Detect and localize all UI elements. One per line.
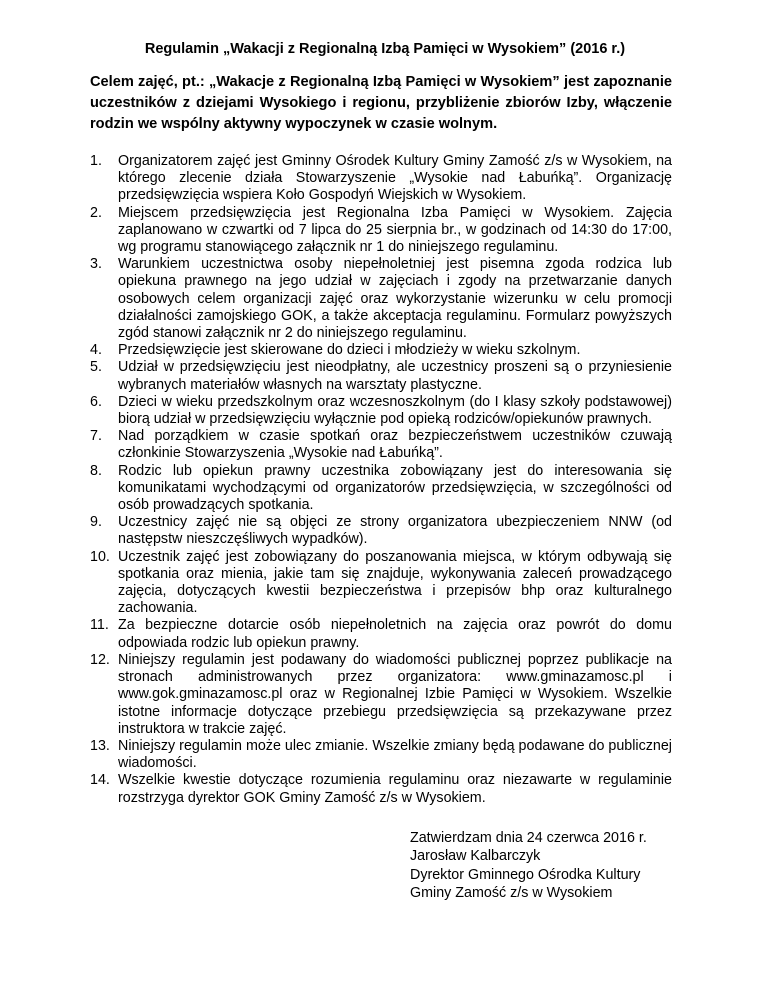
document-title: Regulamin „Wakacji z Regionalną Izbą Pamięci w Wysokiem” (2016 r.) — [144, 41, 626, 57]
rules-list — [90, 153, 672, 807]
rule-item — [90, 514, 672, 548]
rule-item — [90, 394, 672, 428]
rule-item — [90, 428, 672, 462]
rule-number: 6. — [90, 393, 102, 410]
intro-paragraph: Celem zajęć, pt.: „Wakacje z Regionalną Izbą Pamięci w Wysokiem” jest zapoznanie uczestników z dziejami Wysokiego i regionu, przybliżenie zbiorów Izby, włączenie rodzin we wspólny aktywny wypoczynek w czasie wolnym. — [90, 74, 672, 132]
rule-number: 11. — [90, 617, 109, 634]
rule-number: 7. — [90, 428, 102, 445]
rule-number: 12. — [90, 651, 110, 668]
rule-item — [90, 342, 672, 359]
signatory-name: Jarosław Kalbarczyk — [410, 848, 541, 865]
rule-text: Przedsięwzięcie jest skierowane do dzieci i młodzieży w wieku szkolnym. — [118, 342, 581, 359]
signature-block — [410, 829, 672, 903]
rule-text: Warunkiem uczestnictwa osoby niepełnoletniej jest pisemna zgoda rodzica lub opiekuna prawnego na jego udział w zajęciach i zgody na przetwarzanie danych osobowych celem organizacji zajęć oraz wykorzystanie wizerunku w celu promocji działalności zamojskiego GOK, a także akceptacja regulaminu. Formularz powyższych zgód stanowi załącznik nr 2 do niniejszego regulaminu. — [118, 256, 672, 342]
approval-line: Zatwierdzam dnia 24 czerwca 2016 r. — [410, 829, 647, 846]
rule-text: Uczestnicy zajęć nie są objęci ze strony organizatora ubezpieczeniem NNW (od następstw nieszczęśliwych wypadków). — [118, 514, 672, 548]
rule-number: 4. — [90, 342, 102, 359]
rule-item — [90, 153, 672, 205]
rule-number: 5. — [90, 359, 102, 376]
rule-text: Uczestnik zajęć jest zobowiązany do poszanowania miejsca, w którym odbywają się spotkania oraz mienia, jakie tam się znajduje, wykonywania zaleceń prowadzącego zajęcia, dotyczących kwestii bezpieczeństwa i przepisów bhp oraz kulturalnego zachowania. — [118, 548, 672, 617]
rule-text: Rodzic lub opiekun prawny uczestnika zobowiązany jest do interesowania się komunikatami wychodzącymi od organizatorów przedsięwzięcia, w szczególności od osób prowadzących spotkania. — [118, 462, 672, 514]
rule-text: Udział w przedsięwzięciu jest nieodpłatny, ale uczestnicy proszeni są o przyniesienie wybranych materiałów własnych na warsztaty plastyczne. — [118, 359, 672, 393]
rule-number: 9. — [90, 514, 102, 531]
rule-item — [90, 772, 672, 806]
rule-item — [90, 256, 672, 342]
rule-number: 14. — [90, 772, 110, 789]
rule-text: Niniejszy regulamin jest podawany do wiadomości publicznej poprzez publikacje na stronach administrowanych przez organizatora: www.gminazamosc.pl i www.gok.gminazamosc.pl oraz w Regionalnej Izbie Pamięci w Wysokiem. Wszelkie istotne informacje dotyczące przebiegu przedsięwzięcia są przekazywane przez instruktora w trakcie zajęć. — [118, 651, 672, 737]
rule-item — [90, 463, 672, 515]
rule-text: Organizatorem zajęć jest Gminny Ośrodek Kultury Gminy Zamość z/s w Wysokiem, na którego zlecenie działa Stowarzyszenie „Wysokie nad Łabuńką”. Organizację przedsięwzięcia wspiera Koło Gospodyń Wiejskich w Wysokiem. — [118, 153, 672, 204]
rule-text: Niniejszy regulamin może ulec zmianie. Wszelkie zmiany będą podawane do publicznej wiadomości. — [118, 737, 672, 772]
rule-item — [90, 205, 672, 257]
rule-text: Za bezpieczne dotarcie osób niepełnoletnich na zajęcia oraz powrót do domu odpowiada rodzic lub opiekun prawny. — [118, 617, 672, 651]
signatory-position: Dyrektor Gminnego Ośrodka Kultury — [410, 866, 641, 883]
rule-number: 10. — [90, 548, 110, 565]
rule-text: Nad porządkiem w czasie spotkań oraz bezpieczeństwem uczestników czuwają członkinie Stowarzyszenia „Wysokie nad Łabuńką”. — [118, 428, 672, 462]
rule-text: Dzieci w wieku przedszkolnym oraz wczesnoszkolnym (do I klasy szkoły podstawowej) biorą udział w przedsięwzięciu wyłącznie pod opieką rodziców/opiekunów prawnych. — [118, 393, 672, 428]
rule-number: 8. — [90, 462, 102, 479]
rule-number: 3. — [90, 256, 102, 273]
rule-item — [90, 359, 672, 393]
rule-number: 1. — [90, 153, 102, 169]
rule-item — [90, 652, 672, 738]
rule-item — [90, 738, 672, 772]
rule-item — [90, 617, 672, 651]
rule-item — [90, 549, 672, 618]
rule-number: 2. — [90, 204, 102, 221]
rule-number: 13. — [90, 737, 110, 754]
rule-text: Wszelkie kwestie dotyczące rozumienia regulaminu oraz niezawarte w regulaminie rozstrzyga dyrektor GOK Gminy Zamość z/s w Wysokiem. — [118, 772, 672, 806]
signatory-organization: Gminy Zamość z/s w Wysokiem — [410, 885, 613, 902]
rule-text: Miejscem przedsięwzięcia jest Regionalna Izba Pamięci w Wysokiem. Zajęcia zaplanowano w czwartki od 7 lipca do 25 sierpnia br., w godzinach od 14:30 do 17:00, wg programu stanowiącego załącznik nr 1 do niniejszego regulaminu. — [118, 204, 672, 256]
